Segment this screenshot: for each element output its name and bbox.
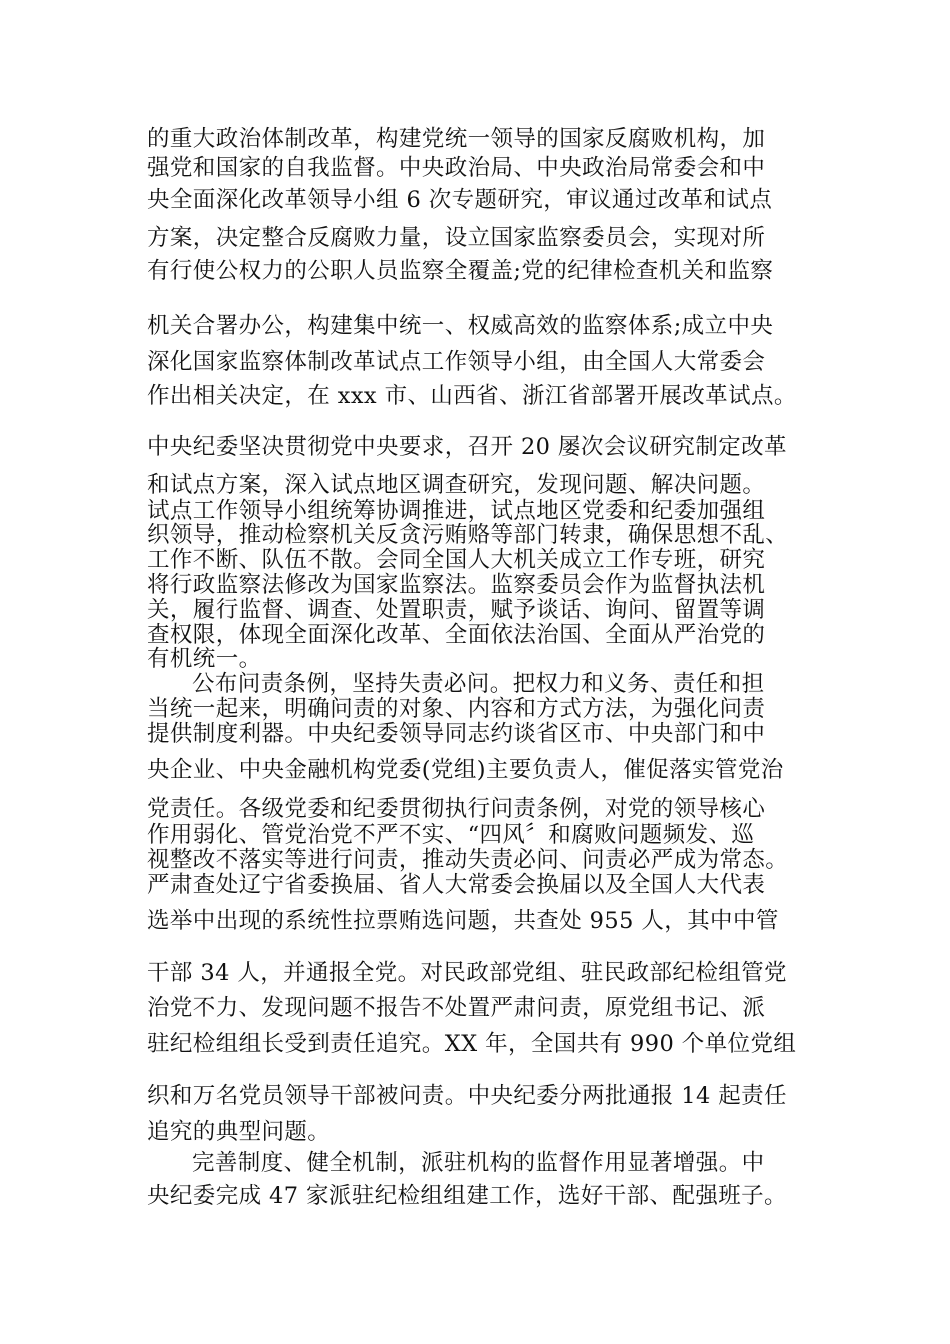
text-line: 央企业、中央金融机构党委(党组)主要负责人，催促落实管党治 xyxy=(147,757,784,783)
text-line: 严肃查处辽宁省委换届、省人大常委会换届以及全国人大代表 xyxy=(147,872,766,898)
text-line: 干部 34 人，并通报全党。对民政部党组、驻民政部纪检组管党 xyxy=(147,960,787,986)
text-line: 视整改不落实等进行问责，推动失责必问、问责必严成为常态。 xyxy=(147,847,789,873)
text-line: 查权限，体现全面深化改革、全面依法治国、全面从严治党的 xyxy=(147,622,766,648)
text-line: 公布问责条例，坚持失责必问。把权力和义务、责任和担 xyxy=(192,671,765,697)
text-line: 驻纪检组组长受到责任追究。XX 年，全国共有 990 个单位党组 xyxy=(147,1031,797,1057)
text-line: 作用弱化、管党治党不严不实、“四风〞和腐败问题频发、巡 xyxy=(147,822,755,848)
text-line: 的重大政治体制改革，构建党统一领导的国家反腐败机构，加 xyxy=(147,126,766,152)
text-line: 织和万名党员领导干部被问责。中央纪委分两批通报 14 起责任 xyxy=(147,1083,787,1109)
text-line: 央纪委完成 47 家派驻纪检组组建工作，选好干部、配强班子。 xyxy=(147,1183,787,1209)
text-line: 和试点方案，深入试点地区调查研究，发现问题、解决问题。 xyxy=(147,472,766,498)
text-line: 工作不断、队伍不散。会同全国人大机关成立工作专班，研究 xyxy=(147,547,766,573)
text-line: 选举中出现的系统性拉票贿选问题，共查处 955 人，其中中管 xyxy=(147,908,779,934)
text-line: 机关合署办公，构建集中统一、权威高效的监察体系;成立中央 xyxy=(147,313,774,339)
text-line: 强党和国家的自我监督。中央政治局、中央政治局常委会和中 xyxy=(147,155,766,181)
text-line: 完善制度、健全机制，派驻机构的监督作用显著增强。中 xyxy=(192,1150,765,1176)
text-line: 织领导，推动检察机关反贪污贿赂等部门转隶，确保思想不乱、 xyxy=(147,522,789,548)
text-line: 深化国家监察体制改革试点工作领导小组，由全国人大常委会 xyxy=(147,349,766,375)
text-line: 中央纪委坚决贯彻党中央要求，召开 20 屡次会议研究制定改革 xyxy=(147,434,787,460)
text-line: 当统一起来，明确问责的对象、内容和方式方法，为强化问责 xyxy=(147,696,766,722)
text-line: 央全面深化改革领导小组 6 次专题研究，审议通过改革和试点 xyxy=(147,187,773,213)
text-line: 方案，决定整合反腐败力量，设立国家监察委员会，实现对所 xyxy=(147,225,766,251)
text-line: 追究的典型问题。 xyxy=(147,1119,331,1145)
text-line: 提供制度利器。中央纪委领导同志约谈省区市、中央部门和中 xyxy=(147,721,766,747)
text-line: 作出相关决定，在 xxx 市、山西省、浙江省部署开展改革试点。 xyxy=(147,383,797,409)
text-line: 党责任。各级党委和纪委贯彻执行问责条例，对党的领导核心 xyxy=(147,796,766,822)
text-line: 关，履行监督、调查、处置职责，赋予谈话、询问、留置等调 xyxy=(147,597,766,623)
text-line: 试点工作领导小组统筹协调推进，试点地区党委和纪委加强组 xyxy=(147,498,766,524)
text-line: 有行使公权力的公职人员监察全覆盖;党的纪律检查机关和监察 xyxy=(147,258,774,284)
text-line: 将行政监察法修改为国家监察法。监察委员会作为监督执法机 xyxy=(147,572,766,598)
text-line: 治党不力、发现问题不报告不处置严肃问责，原党组书记、派 xyxy=(147,995,766,1021)
text-line: 有机统一。 xyxy=(147,646,262,672)
